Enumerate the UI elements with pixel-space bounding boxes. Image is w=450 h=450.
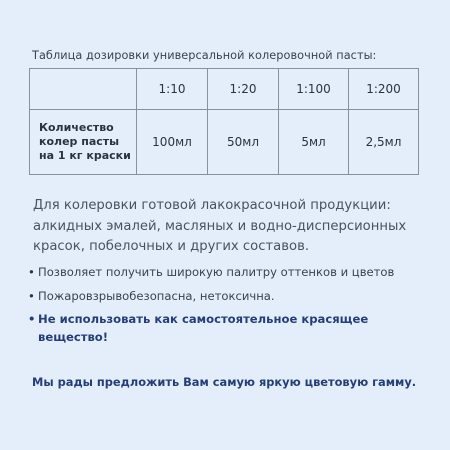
description-paragraph: Для колеровки готовой лакокрасочной продукции: алкидных эмалей, масляных и водно-дисперсионных красок, побелочных и других составов. [33,198,407,254]
table-cell-1-20: 50мл [208,110,279,175]
table-header-ratio-1-20: 1:20 [208,69,279,110]
table-header-ratio-1-10: 1:10 [137,69,208,110]
table-header-ratio-1-100: 1:100 [279,69,349,110]
list-item [27,288,425,306]
list-item-warning [27,311,425,346]
feature-list [27,264,425,352]
table-header-empty [30,69,137,110]
table-cell-1-100: 5мл [279,110,349,175]
table-header-ratio-1-200: 1:200 [349,69,419,110]
bullet-icon: • [28,312,36,326]
row-label-line: колер пасты [39,135,120,148]
row-label-line: на 1 кг краски [39,149,131,162]
list-item-text: Не использовать как самостоятельное красящее вещество! [38,312,369,344]
table-cell-1-10: 100мл [137,110,208,175]
list-item [27,264,425,282]
list-item-text: Позволяет получить широкую палитру оттенков и цветов [38,265,395,279]
table-caption: Таблица дозировки универсальной колеровочной пасты: [32,49,377,62]
closing-statement: Мы рады предложить Вам самую яркую цветовую гамму. [32,375,417,389]
dosage-table [29,68,419,175]
list-item-text: Пожаровзрывобезопасна, нетоксична. [38,288,275,303]
table-header-row [30,69,419,110]
table-row-label [30,110,137,175]
table-cell-1-200: 2,5мл [349,110,419,175]
bullet-icon: • [28,288,35,303]
bullet-icon: • [28,265,35,279]
row-label-line: Количество [39,121,114,134]
table-row [30,110,419,175]
